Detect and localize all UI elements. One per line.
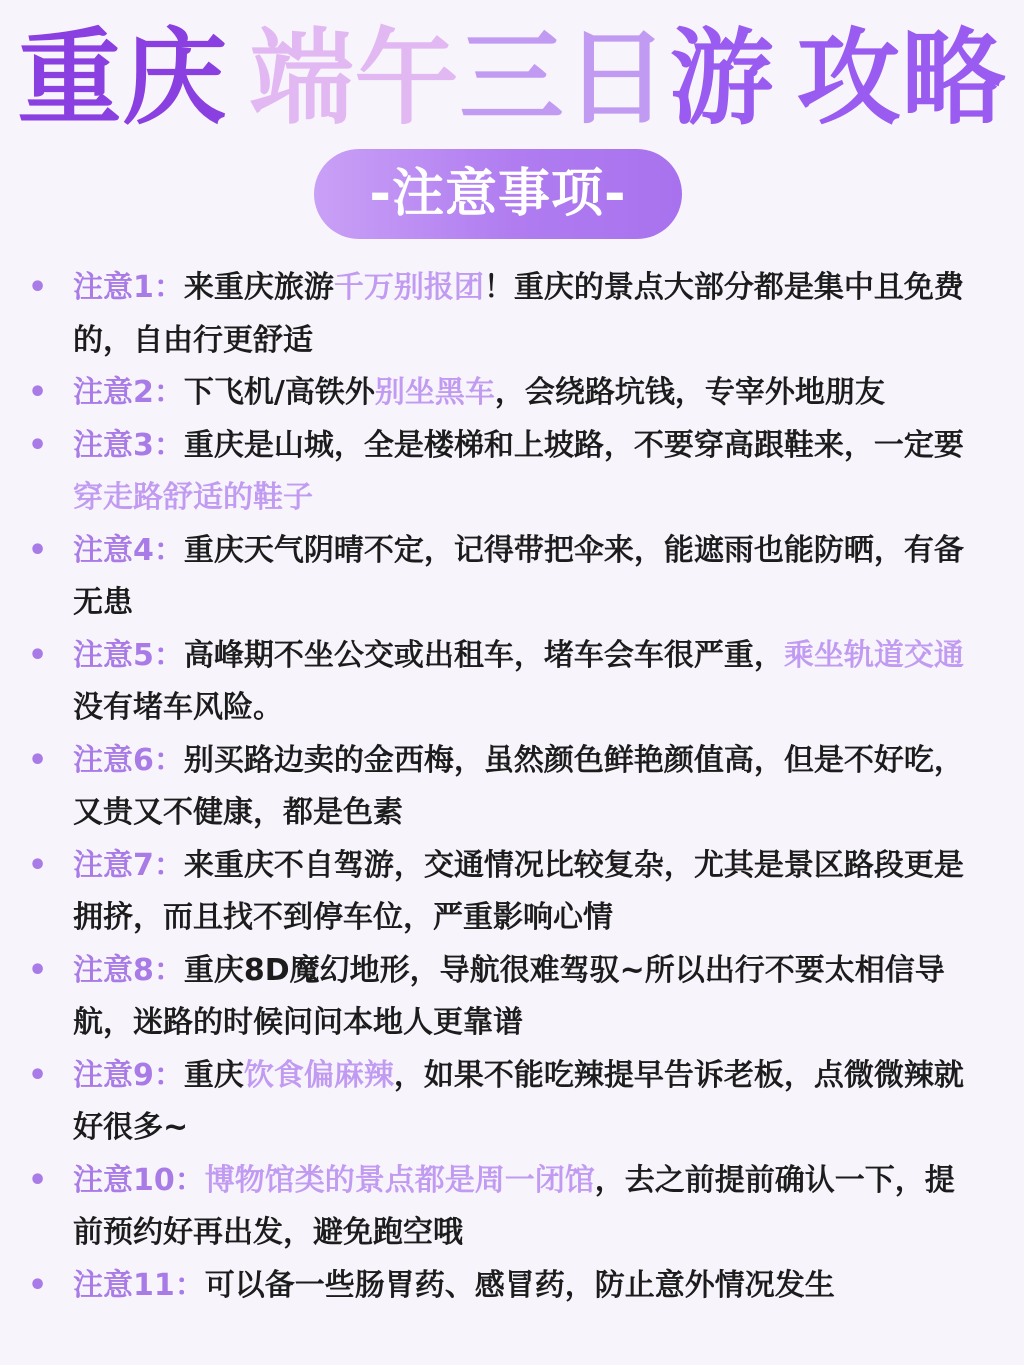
tip-text: 重庆是山城，全是楼梯和上坡路，不要穿高跟鞋来，一定要 xyxy=(183,427,964,463)
tip-label: 注意5： xyxy=(73,637,184,673)
tip-highlight: 乘坐轨道交通 xyxy=(783,637,964,673)
tip-text: 来重庆旅游 xyxy=(183,270,334,305)
tip-text: ，去之前提前确认一下，提前预约好再出发，避免跑空哦 xyxy=(73,1162,955,1250)
tip-text: 重庆8D魔幻地形，导航很难驾驭~所以出行不要太相信导航，迷路的时候问问本地人更靠谱 xyxy=(73,952,945,1040)
tip-text: 下飞机/高铁外 xyxy=(183,375,375,410)
bullet-icon: • xyxy=(28,847,48,883)
tip-item xyxy=(0,367,1024,420)
title-part-sanri: 三日 xyxy=(459,17,670,139)
tip-item xyxy=(0,840,1024,945)
tip-highlight: 穿走路舒适的鞋子 xyxy=(73,480,313,515)
tip-item xyxy=(0,525,1024,630)
title-part-you: 游 xyxy=(669,17,775,139)
section-badge: -注意事项- xyxy=(314,149,682,239)
bullet-icon: • xyxy=(28,1267,48,1303)
bullet-icon: • xyxy=(28,1162,48,1198)
tip-text: 可以备一些肠胃药、感冒药，防止意外情况发生 xyxy=(204,1267,835,1303)
bullet-icon: • xyxy=(28,1057,48,1093)
title-part-chongqing: 重庆 xyxy=(17,17,228,139)
tip-item xyxy=(0,262,1024,367)
tip-label: 注意3： xyxy=(73,427,184,463)
tip-label: 注意4： xyxy=(73,532,184,568)
tip-label: 注意2： xyxy=(73,375,184,410)
tip-item xyxy=(0,630,1024,735)
tip-text: 重庆天气阴晴不定，记得带把伞来，能遮雨也能防晒，有备无患 xyxy=(73,532,964,620)
tip-highlight: 千万别报团 xyxy=(333,270,484,305)
tip-item xyxy=(0,1050,1024,1155)
tip-item xyxy=(0,735,1024,840)
tip-text: 来重庆不自驾游，交通情况比较复杂，尤其是景区路段更是拥挤，而且找不到停车位，严重影响心情 xyxy=(73,847,964,935)
bullet-icon: • xyxy=(28,427,48,463)
bullet-icon: • xyxy=(28,270,48,305)
tip-text: 别买路边卖的金西梅，虽然颜色鲜艳颜值高，但是不好吃，又贵又不健康，都是色素 xyxy=(73,742,964,830)
tip-item xyxy=(0,1155,1024,1260)
tip-text: ，会绕路坑钱，专宰外地朋友 xyxy=(494,375,885,410)
tip-item xyxy=(0,1260,1024,1313)
tip-label: 注意8： xyxy=(73,952,184,988)
tip-text: ，如果不能吃辣提早告诉老板，点微微辣就好很多~ xyxy=(73,1057,964,1145)
tip-label: 注意11： xyxy=(73,1267,205,1303)
tips-list xyxy=(0,262,1024,1312)
tip-text: ！重庆的景点大部分都是集中且免费的，自由行更舒适 xyxy=(73,270,964,358)
tip-label: 注意10： xyxy=(73,1162,205,1198)
tip-text: 没有堵车风险。 xyxy=(73,690,283,725)
tip-label: 注意1： xyxy=(73,270,184,305)
bullet-icon: • xyxy=(28,532,48,568)
page-title xyxy=(0,18,1024,138)
tip-text: 重庆 xyxy=(183,1057,244,1093)
tip-item xyxy=(0,420,1024,525)
title-part-gonglue: 攻略 xyxy=(796,17,1007,139)
tip-label: 注意7： xyxy=(73,847,184,883)
bullet-icon: • xyxy=(28,742,48,778)
bullet-icon: • xyxy=(28,952,48,988)
tip-highlight: 饮食偏麻辣 xyxy=(243,1057,394,1093)
bullet-icon: • xyxy=(28,637,48,673)
tip-text: 高峰期不坐公交或出租车，堵车会车很严重， xyxy=(183,637,784,673)
tip-label: 注意6： xyxy=(73,742,184,778)
tip-highlight: 博物馆类的景点都是周一闭馆 xyxy=(204,1162,595,1198)
tip-item xyxy=(0,945,1024,1050)
tip-label: 注意9： xyxy=(73,1057,184,1093)
title-part-duanwu: 端午 xyxy=(249,17,460,139)
tip-highlight: 别坐黑车 xyxy=(374,375,495,410)
bullet-icon: • xyxy=(28,375,48,410)
